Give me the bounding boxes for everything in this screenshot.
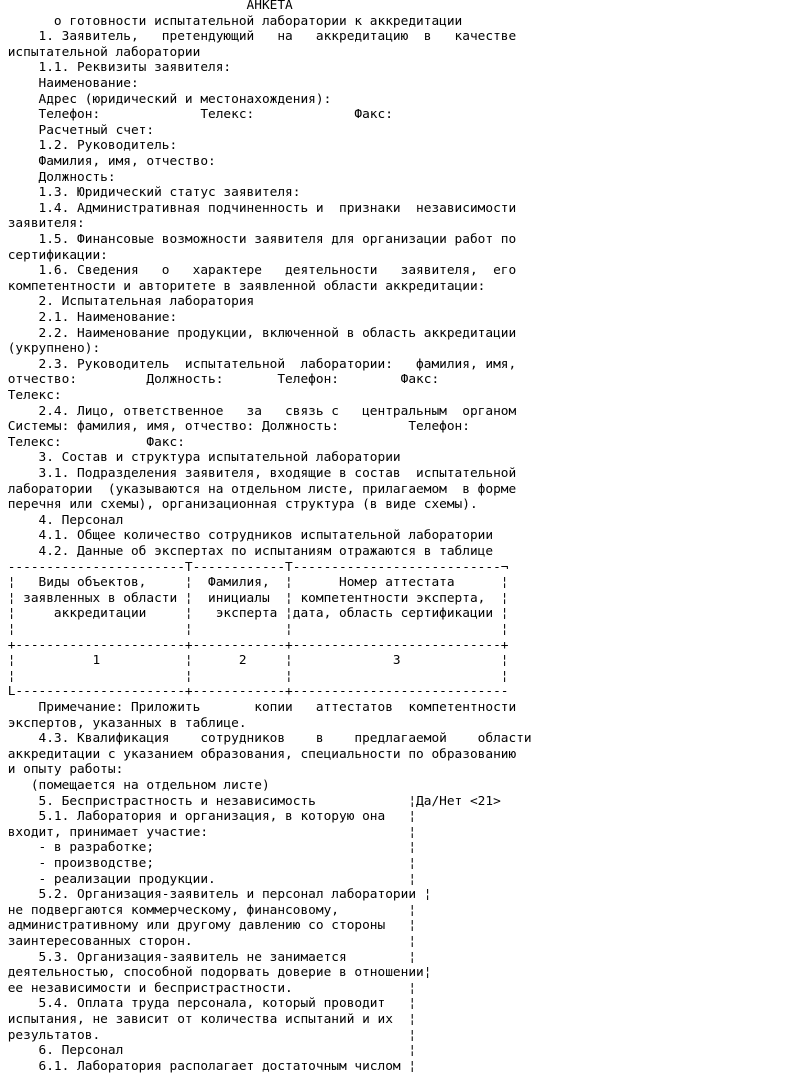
doc-line: 2.4. Лицо, ответственное за связь с центральным органом	[0, 403, 517, 419]
doc-line: 5.3. Организация-заявитель не занимается ¦	[0, 949, 417, 965]
doc-line: 1.3. Юридический статус заявителя:	[0, 185, 301, 201]
doc-line: - в разработке; ¦	[0, 840, 417, 856]
doc-line: Расчетный счет:	[0, 122, 155, 138]
table-border-bottom: L----------------------+------------+----------------------------	[0, 684, 509, 700]
doc-line: 2.3. Руководитель испытательной лаборатории: фамилия, имя,	[0, 356, 517, 372]
doc-line: 5.2. Организация-заявитель и персонал лаборатории ¦	[0, 887, 432, 903]
doc-line: входит, принимает участие: ¦	[0, 824, 417, 840]
doc-line: 1. Заявитель, претендующий на аккредитацию в качестве	[0, 29, 517, 45]
doc-title: АНКЕТА	[0, 0, 293, 13]
doc-line: 6. Персонал ¦	[0, 1043, 417, 1059]
table-border-top: -----------------------T------------T---------------------------¬	[0, 559, 509, 575]
table-header-row: ¦ Виды объектов, ¦ Фамилия, ¦ Номер аттестата ¦	[0, 575, 509, 591]
doc-line: 4.1. Общее количество сотрудников испытательной лаборатории	[0, 528, 494, 544]
doc-line: Адрес (юридический и местонахождения):	[0, 91, 332, 107]
section-5-heading: 5. Беспристрастность и независимость ¦Да/Нет <21>	[0, 793, 501, 809]
doc-line: административному или другому давлению со стороны ¦	[0, 918, 417, 934]
doc-line: экспертов, указанных в таблице.	[0, 715, 247, 731]
doc-line: (помещается на отдельном листе)	[0, 778, 270, 793]
doc-line: ее независимости и беспристрастности. ¦	[0, 980, 417, 996]
table-header-row: ¦ заявленных в области ¦ инициалы ¦ компетентности эксперта, ¦	[0, 590, 509, 606]
doc-line: компетентности и авторитете в заявленной области аккредитации:	[0, 278, 486, 294]
doc-line: Наименование:	[0, 76, 139, 91]
doc-line: отчество: Должность: Телефон: Факс:	[0, 372, 440, 388]
doc-line: 2.2. Наименование продукции, включенной в область аккредитации	[0, 325, 517, 341]
doc-line: - производстве; ¦	[0, 856, 417, 871]
table-row: ¦ 1 ¦ 2 ¦ 3 ¦	[0, 653, 509, 669]
doc-line: перечня или схемы), организационная структура (в виде схемы).	[0, 497, 478, 513]
doc-line: деятельностью, способной подорвать доверие в отношении¦	[0, 965, 432, 981]
doc-line: 2. Испытательная лаборатория	[0, 294, 255, 310]
table-separator: +----------------------+------------+---------------------------+	[0, 637, 509, 653]
doc-line: лаборатории (указываются на отдельном листе, прилагаемом в форме	[0, 481, 517, 497]
doc-line: 3.1. Подразделения заявителя, входящие в состав испытательной	[0, 466, 517, 481]
doc-line: Фамилия, имя, отчество:	[0, 154, 216, 169]
doc-line: 4.2. Данные об экспертах по испытаниям отражаются в таблице	[0, 544, 494, 559]
doc-line: и опыту работы:	[0, 762, 124, 778]
doc-line: 2.1. Наименование:	[0, 310, 178, 325]
doc-line: Системы: фамилия, имя, отчество: Должность: Телефон:	[0, 419, 470, 435]
doc-line: сертификации:	[0, 247, 108, 263]
doc-line: результатов. ¦	[0, 1027, 417, 1043]
doc-line: не подвергаются коммерческому, финансовому, ¦	[0, 902, 417, 918]
doc-line: Примечание: Приложить копии аттестатов компетентности	[0, 700, 517, 715]
doc-line: Телекс:	[0, 388, 62, 403]
doc-line: (укрупнено):	[0, 341, 101, 357]
doc-line: 4. Персонал	[0, 512, 124, 528]
doc-line: испытательной лаборатории	[0, 44, 201, 60]
doc-line: испытания, не зависит от количества испытаний и их ¦	[0, 1012, 417, 1027]
table-header-row: ¦ ¦ ¦ ¦	[0, 622, 509, 637]
doc-line: 5.4. Оплата труда персонала, который проводит ¦	[0, 996, 417, 1012]
table-row: ¦ ¦ ¦ ¦	[0, 668, 509, 684]
doc-line: 1.2. Руководитель:	[0, 138, 178, 154]
doc-line: Должность:	[0, 169, 116, 185]
doc-line: аккредитации с указанием образования, специальности по образованию	[0, 746, 517, 762]
doc-line: 6.1. Лаборатория располагает достаточным числом ¦	[0, 1058, 417, 1074]
doc-line: - реализации продукции. ¦	[0, 871, 417, 887]
doc-line: 1.4. Административная подчиненность и признаки независимости	[0, 200, 517, 216]
table-header-row: ¦ аккредитации ¦ эксперта ¦дата, область сертификации ¦	[0, 606, 509, 622]
doc-line: заявителя:	[0, 216, 85, 232]
doc-line: 4.3. Квалификация сотрудников в предлагаемой области	[0, 731, 532, 747]
doc-line: 5.1. Лаборатория и организация, в которую она ¦	[0, 809, 417, 825]
doc-line: 1.5. Финансовые возможности заявителя для организации работ по	[0, 232, 517, 247]
doc-line: Телефон: Телекс: Факс:	[0, 107, 393, 123]
doc-line: 3. Состав и структура испытательной лаборатории	[0, 450, 401, 466]
doc-line: Телекс: Факс:	[0, 434, 185, 450]
doc-line: 1.1. Реквизиты заявителя:	[0, 60, 232, 76]
doc-line: 1.6. Сведения о характере деятельности заявителя, его	[0, 263, 517, 279]
doc-subtitle: о готовности испытательной лаборатории к аккредитации	[0, 13, 463, 29]
doc-line: заинтересованных сторон. ¦	[0, 934, 417, 949]
